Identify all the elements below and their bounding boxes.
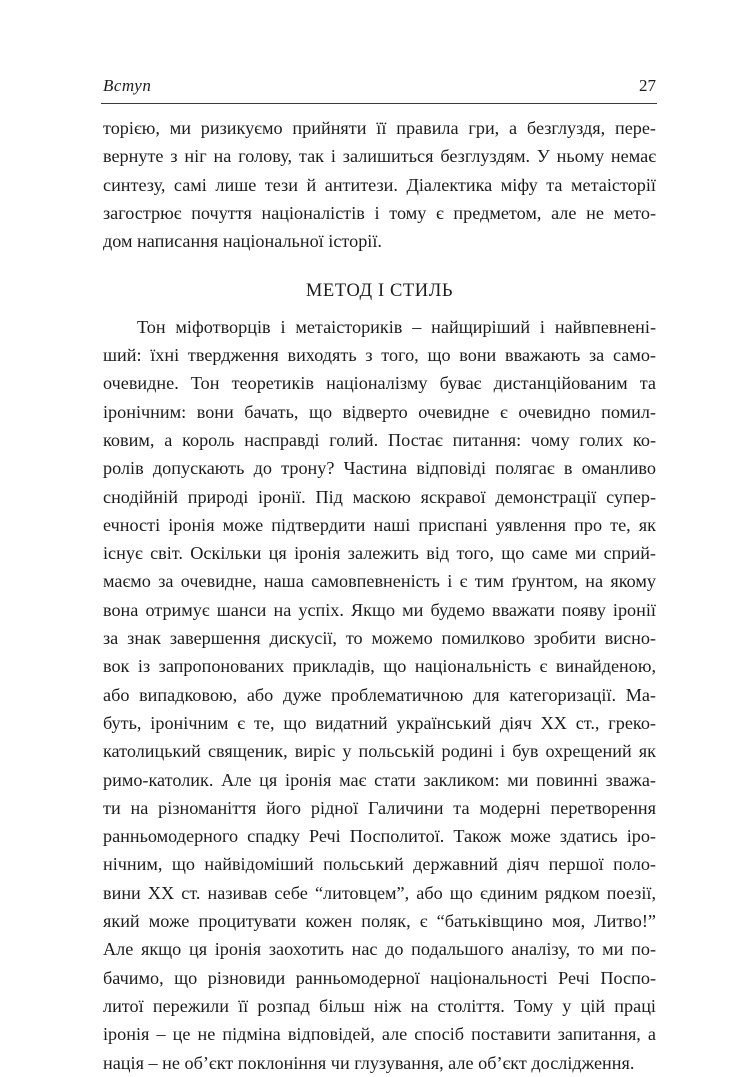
- text-line: синтезу, самі лише тези й антитези. Діалектика міфу та метаісторії: [103, 174, 656, 195]
- text-line: ший: їхні твердження виходять з того, що вони вважають за само-: [103, 345, 656, 366]
- paragraph-continued: [103, 114, 656, 255]
- text-line: ечності іронія може підтвердити наші приспані уявлення про те, як: [103, 514, 656, 535]
- text-line: іронія – це не підміна відповідей, але спосіб поставити запитання, а: [103, 1024, 656, 1045]
- text-line: очевидне. Тон теоретиків націоналізму буває дистанційованим та: [103, 373, 656, 394]
- text-line: буть, іронічним є те, що видатний український діяч XX ст., греко-: [103, 712, 656, 733]
- text-line: існує світ. Оскільки ця іронія залежить від того, що саме ми сприй-: [103, 543, 656, 564]
- text-line: вини XX ст. називав себе “литовцем”, або що єдиним рядком поезії,: [103, 882, 656, 903]
- text-line: нація – не об’єкт поклоніння чи глузування, але об’єкт дослідження.: [103, 1052, 635, 1073]
- text-line: ти на різноманіття його рідної Галичини та модерні перетворення: [103, 797, 656, 818]
- text-line: бачимо, що різновиди ранньомодерної національності Речі Поспо-: [103, 967, 656, 988]
- running-head-section-title: Вступ: [103, 76, 152, 95]
- text-line: торією, ми ризикуємо прийняти її правила гри, а безглуздя, пере-: [103, 118, 656, 138]
- text-line: снодійній природі іронії. Під маскою яскравої демонстрації супер-: [103, 486, 656, 507]
- text-line: який може процитувати кожен поляк, є “батьківщино моя, Литво!”: [103, 911, 656, 932]
- page-body: [103, 114, 656, 1077]
- text-line: вок із запропонованих прикладів, що національність є винайденою,: [103, 656, 656, 677]
- text-line: ранньомодерного спадку Речі Посполитої. Також може здатись іро-: [103, 826, 656, 847]
- text-line: загострює почуття націоналістів і тому є предметом, але не мето-: [103, 202, 656, 223]
- text-line: Але якщо ця іронія заохотить нас до подальшого аналізу, то ми по-: [103, 939, 656, 960]
- text-line: Тон міфотворців і метаісториків – найщиріший і найвпевнені-: [137, 316, 656, 337]
- text-line: литої пережили її розпад більш ніж на століття. Тому у цій праці: [103, 995, 656, 1016]
- text-line: вона отримує шанси на успіх. Якщо ми будемо вважати появу іронії: [103, 599, 656, 620]
- text-line: або випадковою, або дуже проблематичною для категоризації. Ма-: [103, 684, 656, 705]
- text-line: вернуте з ніг на голову, так і залишиться безглуздям. У ньому немає: [103, 146, 656, 167]
- text-line: маємо за очевидне, наша самовпевненість і є тим ґрунтом, на якому: [103, 571, 656, 592]
- section-heading: МЕТОД І СТИЛЬ: [305, 281, 454, 302]
- text-line: дом написання національної історії.: [103, 231, 382, 252]
- header-rule: [101, 103, 657, 104]
- page-number: 27: [639, 76, 656, 95]
- running-head: [103, 76, 656, 96]
- text-line: ролів допускають до трону? Частина відповіді полягає в оманливо: [103, 458, 656, 479]
- text-line: за знак завершення дискусії, то можемо помилково зробити висно-: [103, 628, 656, 649]
- text-line: ковим, а король насправді голий. Постає питання: чому голих ко-: [103, 429, 656, 450]
- paragraph-method-and-style: [103, 313, 656, 1077]
- text-line: католицький священик, виріс у польській родині і був охрещений як: [103, 741, 656, 762]
- text-line: іронічним: вони бачать, що відверто очевидне є очевидно помил-: [103, 401, 656, 422]
- text-line: римо-католик. Але ця іронія має стати закликом: ми повинні зважа-: [103, 769, 656, 790]
- text-line: нічним, що найвідоміший польський державний діяч першої поло-: [103, 854, 656, 875]
